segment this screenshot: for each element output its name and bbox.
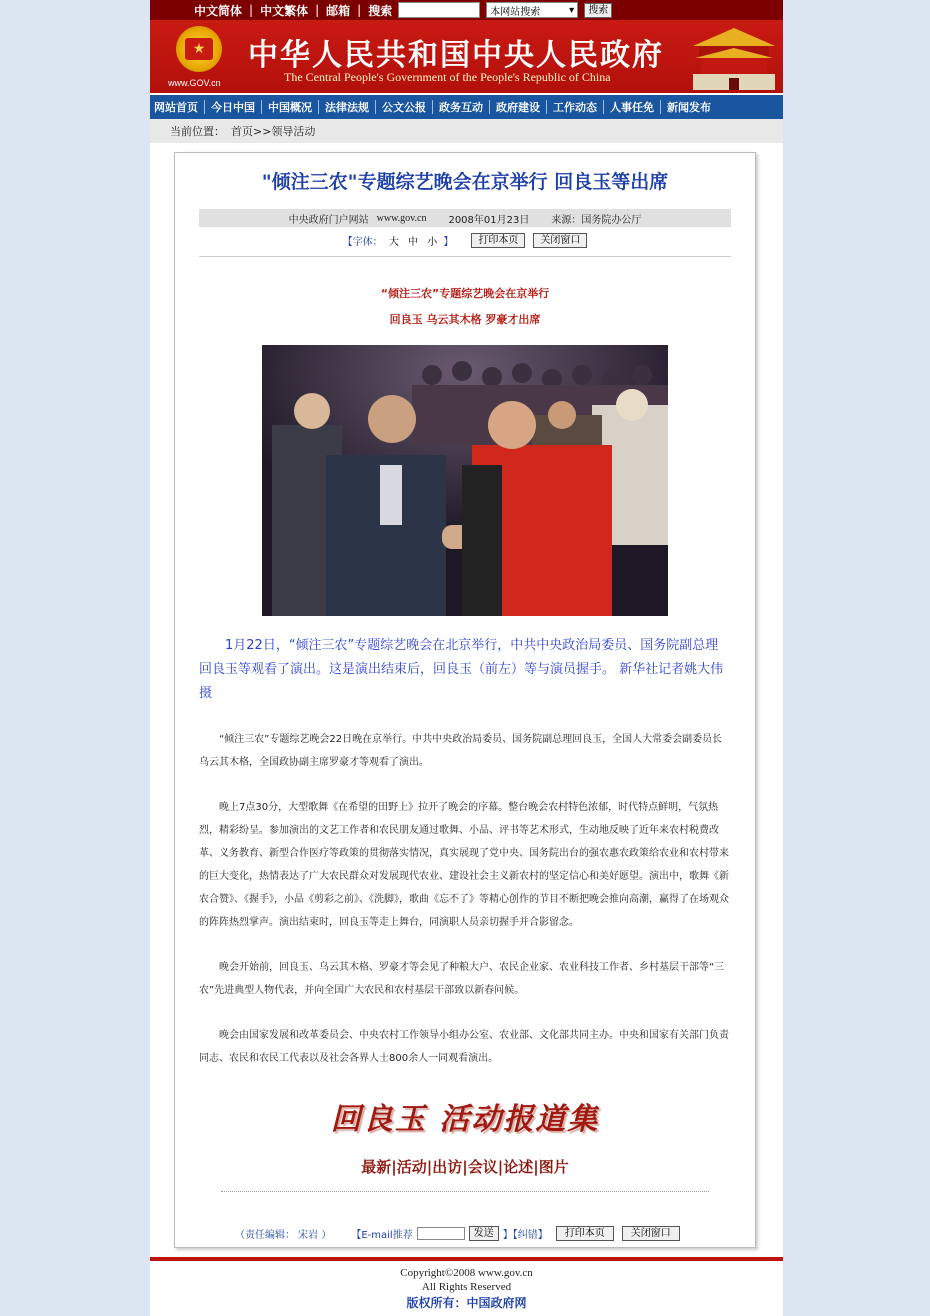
- footer-rights: All Rights Reserved: [421, 1281, 512, 1293]
- nav-item-china-overview[interactable]: 中国概况: [268, 101, 312, 114]
- divider: |: [426, 1158, 433, 1176]
- close-window-button-bottom[interactable]: 关闭窗口: [622, 1226, 680, 1241]
- article-attendees: 回良玉 乌云其木格 罗豪才出席: [389, 313, 541, 326]
- page: [150, 0, 783, 1316]
- divider: [432, 100, 433, 114]
- main-navigation: [150, 93, 783, 119]
- article-paragraph: “倾注三农”专题综艺晚会22日晚在京举行。中共中央政治局委员、国务院副总理回良玉，全国人大常委会副委员长乌云其木格，全国政协副主席罗豪才等观看了演出。: [199, 734, 723, 768]
- collection-link-activities[interactable]: 活动: [396, 1158, 427, 1176]
- nav-item-work-news[interactable]: 工作动态: [553, 101, 597, 114]
- email-recommend-input[interactable]: [417, 1227, 465, 1240]
- collection-link-speeches[interactable]: 论述: [503, 1158, 534, 1176]
- article-paragraph: 晚会开始前，回良玉、乌云其木格、罗豪才等会见了种粮大户、农民企业家、农业科技工作者、乡村基层干部等“三农”先进典型人物代表，并向全国广大农民和农村基层干部致以新春问候。: [199, 962, 725, 996]
- report-error-link[interactable]: 】【纠错】: [502, 1230, 548, 1241]
- search-scope-select[interactable]: [486, 2, 578, 18]
- email-recommend-label: 【E-mail推荐: [351, 1230, 413, 1241]
- font-size-small[interactable]: 小: [427, 237, 438, 248]
- site-title-en: The Central People's Government of the People's Republic of China: [284, 70, 611, 84]
- divider: [375, 100, 376, 114]
- article-paragraph: 晚会由国家发展和改革委员会、中央农村工作领导小组办公室、农业部、文化部共同主办。中央和国家有关部门负责同志、农民和农民工代表以及社会各界人士800余人一同观看演出。: [199, 1030, 729, 1064]
- article-subtitle: “倾注三农”专题综艺晚会在京举行: [380, 287, 550, 300]
- divider: [660, 100, 661, 114]
- divider: [221, 1191, 709, 1192]
- font-size-medium[interactable]: 中: [408, 237, 418, 248]
- divider: [546, 100, 547, 114]
- divider: |: [357, 3, 362, 17]
- article-site: 中央政府门户网站: [288, 214, 369, 226]
- divider: [489, 100, 490, 114]
- nav-item-bulletins[interactable]: 公文公报: [382, 101, 426, 114]
- article-paragraph: 晚上7点30分，大型歌舞《在希望的田野上》拉开了晚会的序幕。整台晚会农村特色浓郁，时代特点鲜明，气氛热烈，精彩纷呈。参加演出的文艺工作者和农民朋友通过歌舞、小品、评书等艺术形式，生动地反映了近年来农村税费改革、义务教育、新型合作医疗等政策的贯彻落实情况，真实展现了党中央、国务院出台的强农惠农政策给农业和农村带来的巨大变化，热情表达了广大农民群众对发展现代农业、建设社会主义新农村的坚定信心和美好愿望。演出中，歌舞《新农合赞》、《握手》，小品《剪彩之前》、《洗脚》，歌曲《忘不了》等精心创作的节目不断把晚会推向高潮，赢得了在场观众的阵阵热烈掌声。演出结束时，回良玉等走上舞台，同演职人员亲切握手并合影留念。: [199, 802, 729, 928]
- article-tools: [175, 233, 755, 248]
- divider: [603, 100, 604, 114]
- divider: [318, 100, 319, 114]
- divider: |: [533, 1158, 539, 1176]
- divider: [261, 100, 262, 114]
- article-title: "倾注三农"专题综艺晚会在京举行 回良玉等出席: [261, 171, 669, 193]
- nav-item-appointments[interactable]: 人事任免: [610, 101, 654, 114]
- search-scope-value: 本网站搜索: [490, 6, 541, 18]
- article-container: [174, 152, 756, 1248]
- divider: [199, 256, 731, 257]
- search-button[interactable]: 搜索: [584, 3, 612, 18]
- top-utility-bar: [150, 0, 783, 20]
- breadcrumb-label: 当前位置：: [170, 125, 225, 138]
- nav-item-laws[interactable]: 法律法规: [325, 101, 369, 114]
- footer-divider: [150, 1257, 783, 1261]
- link-traditional-chinese[interactable]: 中文繁体: [260, 3, 309, 18]
- responsible-editor: （责任编辑： 宋岩 ）: [235, 1230, 332, 1241]
- divider: [204, 100, 205, 114]
- bottom-tools: [175, 1226, 755, 1241]
- collection-link-latest[interactable]: 最新: [361, 1158, 392, 1176]
- print-button[interactable]: 打印本页: [471, 233, 525, 248]
- divider: |: [462, 1158, 468, 1176]
- nav-item-interaction[interactable]: 政务互动: [439, 101, 483, 114]
- nav-item-home[interactable]: 网站首页: [154, 101, 198, 114]
- article-date: 2008年01月23日: [448, 214, 530, 226]
- breadcrumb-separator: >>: [253, 124, 272, 138]
- nav-item-gov-building[interactable]: 政府建设: [496, 101, 540, 114]
- article-source: 来源：国务院办公厅: [551, 214, 642, 226]
- font-size-close: 】: [443, 237, 454, 248]
- footer-owner[interactable]: 版权所有：中国政府网: [406, 1296, 527, 1310]
- breadcrumb-current[interactable]: 领导活动: [271, 125, 316, 138]
- link-mailbox[interactable]: 邮箱: [326, 3, 351, 18]
- footer: [150, 1266, 783, 1310]
- article-photo: [262, 345, 668, 616]
- font-size-control: [343, 233, 454, 248]
- breadcrumb: [150, 119, 783, 143]
- link-simplified-chinese[interactable]: 中文简体: [194, 3, 243, 18]
- report-collection-links: [175, 1156, 755, 1177]
- national-emblem-icon: ★: [176, 26, 222, 72]
- nav-item-today-china[interactable]: 今日中国: [211, 101, 255, 114]
- collection-link-photos[interactable]: 图片: [538, 1158, 569, 1176]
- close-window-button[interactable]: 关闭窗口: [533, 233, 587, 248]
- nav-item-press[interactable]: 新闻发布: [667, 101, 711, 114]
- article-meta: [199, 209, 731, 227]
- breadcrumb-home[interactable]: 首页: [231, 125, 253, 138]
- site-banner: [150, 20, 783, 93]
- search-label: 搜索: [368, 3, 393, 18]
- font-size-label: 【字体：: [342, 237, 383, 248]
- report-collection-banner[interactable]: 回良玉 活动报道集: [330, 1102, 600, 1137]
- collection-link-meetings[interactable]: 会议: [467, 1158, 498, 1176]
- site-title-cn: 中华人民共和国中央人民政府: [248, 38, 664, 73]
- font-size-large[interactable]: 大: [388, 237, 399, 248]
- search-input[interactable]: [398, 2, 480, 18]
- site-url: www.GOV.cn: [168, 78, 221, 88]
- chevron-down-icon: ▾: [569, 4, 575, 16]
- collection-link-visits[interactable]: 出访: [432, 1158, 463, 1176]
- divider: |: [497, 1158, 504, 1176]
- handshake-photo-image: [262, 345, 668, 616]
- tiananmen-icon: [689, 24, 779, 90]
- send-email-button[interactable]: 发送: [469, 1226, 499, 1241]
- divider: |: [391, 1158, 397, 1176]
- divider: |: [315, 3, 320, 17]
- footer-copyright: Copyright©2008 www.gov.cn: [400, 1267, 533, 1279]
- photo-caption: 1月22日，“倾注三农”专题综艺晚会在北京举行，中共中央政治局委员、国务院副总理回良玉等观看了演出。这是演出结束后，回良玉（前左）等与演员握手。 新华社记者姚大伟摄: [199, 638, 724, 701]
- article-url: www.gov.cn: [376, 212, 427, 224]
- divider: |: [249, 3, 254, 17]
- print-button-bottom[interactable]: 打印本页: [556, 1226, 614, 1241]
